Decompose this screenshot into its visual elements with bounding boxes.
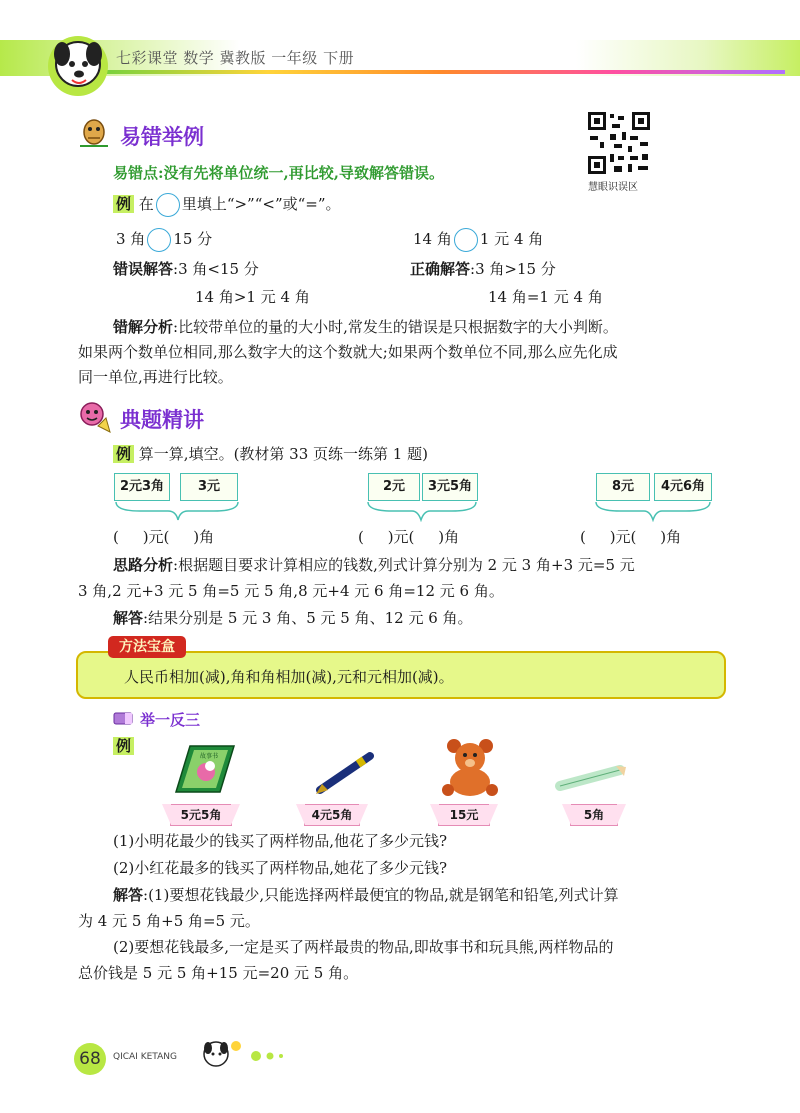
- thinking-line-1: [113, 556, 635, 574]
- eraser-icon: [113, 710, 135, 726]
- section-title-practice: 举一反三: [140, 711, 201, 729]
- example-tag-2: 例: [113, 445, 134, 463]
- classic-answer: [113, 609, 473, 627]
- practice-answer-line-3: (2)要想花钱最多,一定是买了两样最贵的物品,即故事书和玩具熊,两样物品的: [113, 938, 614, 956]
- right-answer-2: 14 角=1 元 4 角: [488, 288, 603, 306]
- pencil-icon: [554, 764, 630, 792]
- wrong-label: 错误解答: [113, 260, 174, 278]
- dog-mascot-icon: [40, 28, 120, 98]
- classic-question-text: 算一算,填空。(教材第 33 页练一练第 1 题): [138, 445, 428, 463]
- storybook-cover-text: 故事书: [200, 753, 219, 760]
- price-tag-pencil: 5角: [570, 804, 618, 826]
- analysis-line-1: [113, 318, 618, 336]
- q2-answer-circle[interactable]: [454, 228, 478, 252]
- qr-code-icon: [586, 110, 652, 176]
- teddy-bear-icon: [436, 736, 504, 798]
- money-box-3b: 4元6角: [654, 473, 712, 501]
- analysis-line-2: 如果两个数单位相同,那么数字大的这个数就大;如果两个数单位不同,那么应先化成: [78, 343, 618, 361]
- classic-answer-text: :结果分别是 5 元 3 角、5 元 5 角、12 元 6 角。: [143, 609, 473, 627]
- money-box-3a: 8元: [596, 473, 650, 501]
- analysis-line-3: 同一单位,再进行比较。: [78, 368, 233, 386]
- blank-group-3[interactable]: ( )元( )角: [580, 528, 682, 546]
- example-instruction: [113, 193, 341, 217]
- section-title-pitfall: 易错举例: [120, 125, 204, 149]
- qr-caption: 慧眼识误区: [588, 182, 638, 193]
- practice-answer-label: 解答: [113, 886, 144, 904]
- practice-answer-line-2: 为 4 元 5 角+5 角=5 元。: [78, 912, 260, 930]
- instruction-post: 里填上“>”“<”或“=”。: [181, 195, 341, 213]
- blank-group-1[interactable]: ( )元( )角: [113, 528, 215, 546]
- q1-left: 3 角: [116, 230, 146, 248]
- price-tag-bear: 15元: [438, 804, 490, 826]
- header-title: 七彩课堂 数学 冀教版 一年级 下册: [116, 49, 355, 67]
- header-stripe: [95, 70, 785, 74]
- practice-example-row: [113, 737, 134, 755]
- wrong-answer-1: [113, 260, 259, 278]
- storybook-icon: [170, 740, 240, 798]
- classic-answer-label: 解答: [113, 609, 144, 627]
- blank-group-2[interactable]: ( )元( )角: [358, 528, 460, 546]
- right-text-1: :3 角>15 分: [470, 260, 556, 278]
- analysis-text-1: :比较带单位的量的大小时,常发生的错误是只根据数字的大小判断。: [173, 318, 618, 336]
- thinking-line-2: 3 角,2 元+3 元 5 角=5 元 5 角,8 元+4 元 6 角=12 元 6 角。: [78, 582, 504, 600]
- answer-circle: [156, 193, 180, 217]
- section-title-classic: 典题精讲: [120, 408, 204, 432]
- money-box-1a: 2元3角: [114, 473, 170, 501]
- pitfall-line: [113, 164, 444, 182]
- classic-question: [113, 445, 428, 463]
- pitfall-label: 易错点: [113, 164, 159, 182]
- method-tip-label: 方法宝盒: [108, 636, 186, 658]
- practice-answer-line-1: [113, 886, 619, 904]
- example-tag: 例: [113, 195, 134, 213]
- practice-question-1: (1)小明花最少的钱买了两样物品,他花了多少元钱?: [113, 832, 448, 850]
- thinking-text-1: :根据题目要求计算相应的钱数,列式计算分别为 2 元 3 角+3 元=5 元: [173, 556, 635, 574]
- fountain-pen-icon: [312, 748, 378, 796]
- q1-answer-circle[interactable]: [147, 228, 171, 252]
- footer-mascot-icon: [196, 1036, 296, 1072]
- example-tag-3: 例: [113, 737, 134, 755]
- q2-right: 1 元 4 角: [479, 230, 544, 248]
- price-tag-pen: 4元5角: [304, 804, 360, 826]
- analysis-label: 错解分析: [113, 318, 174, 336]
- practice-answer-line-4: 总价钱是 5 元 5 角+15 元=20 元 5 角。: [78, 964, 359, 982]
- q2-left: 14 角: [413, 230, 452, 248]
- wrong-answer-2: 14 角>1 元 4 角: [195, 288, 310, 306]
- method-tip-text: 人民币相加(减),角和角相加(减),元和元相加(减)。: [124, 668, 454, 686]
- right-label: 正确解答: [410, 260, 471, 278]
- instruction-pre: 在: [138, 195, 154, 213]
- page-number: 68: [74, 1043, 106, 1075]
- question-1: [116, 228, 212, 252]
- price-tag-storybook: 5元5角: [170, 804, 232, 826]
- pitfall-text: :没有先将单位统一,再比较,导致解答错误。: [158, 164, 444, 182]
- right-answer-1: [410, 260, 556, 278]
- money-box-1b: 3元: [180, 473, 238, 501]
- grouping-braces: [0, 500, 800, 522]
- practice-question-2: (2)小红花最多的钱买了两样物品,她花了多少元钱?: [113, 859, 448, 877]
- q1-right: 15 分: [173, 230, 213, 248]
- money-box-2a: 2元: [368, 473, 420, 501]
- thinking-label: 思路分析: [113, 556, 174, 574]
- practice-answer-text-1: :(1)要想花钱最少,只能选择两样最便宜的物品,就是钢笔和铅笔,列式计算: [143, 886, 619, 904]
- money-box-2b: 3元5角: [422, 473, 478, 501]
- question-2: [413, 228, 543, 252]
- brand-text: QICAI KETANG: [113, 1052, 177, 1062]
- warning-character-icon: [76, 112, 112, 148]
- wrong-text-1: :3 角<15 分: [173, 260, 259, 278]
- teacher-character-icon: [76, 398, 112, 434]
